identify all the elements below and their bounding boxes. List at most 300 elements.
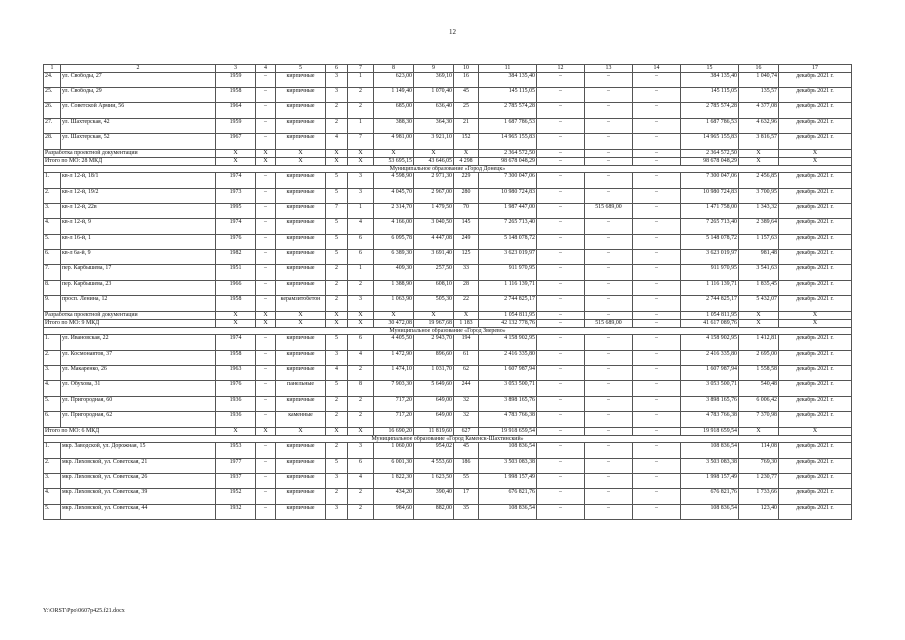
table-cell: 25 [454, 103, 479, 118]
table-cell: 2. [44, 188, 61, 203]
table-cell: 1974 [216, 173, 256, 188]
summary-cell: 2 364 572,50 [681, 149, 739, 157]
table-row [44, 188, 852, 203]
table-cell: 1952 [216, 489, 256, 504]
table-cell: 5 432,07 [739, 296, 779, 311]
table-cell: 896,60 [414, 350, 454, 365]
table-cell: мкр. Лиховской, ул. Советская, 39 [61, 489, 216, 504]
section-header-row [44, 327, 852, 335]
summary-cell: 1 183 [454, 319, 479, 327]
table-cell: 1967 [216, 134, 256, 149]
table-cell: 1 149,40 [374, 87, 414, 102]
table-cell: 2 [348, 87, 374, 102]
municipality-title: Муниципальное образование «Город Донецк» [44, 165, 852, 173]
table-cell: 1 479,50 [414, 203, 454, 218]
table-cell: 5. [44, 504, 61, 519]
summary-cell: X [256, 319, 276, 327]
summary-cell: – [537, 149, 585, 157]
column-number: 11 [479, 65, 537, 73]
table-cell: 4 377,08 [739, 103, 779, 118]
summary-cell: 98 678 048,29 [479, 157, 537, 165]
summary-cell: 4 298 [454, 157, 479, 165]
table-row [44, 87, 852, 102]
table-cell: 135,57 [739, 87, 779, 102]
column-number: 3 [216, 65, 256, 73]
table-cell: 6 [348, 458, 374, 473]
table-cell: 608,10 [414, 280, 454, 295]
summary-cell: 41 617 089,76 [681, 319, 739, 327]
table-cell: – [256, 489, 276, 504]
table-cell: 2 744 825,17 [681, 296, 739, 311]
table-cell: 1 835,45 [739, 280, 779, 295]
table-cell: – [633, 335, 681, 350]
table-cell: 6 389,30 [374, 250, 414, 265]
table-cell: 1974 [216, 335, 256, 350]
table-cell: декабрь 2021 г. [779, 296, 852, 311]
table-cell: ул. Советской Армии, 56 [61, 103, 216, 118]
summary-cell: X [454, 149, 479, 157]
table-cell: 16 [454, 72, 479, 87]
summary-cell: X [739, 427, 779, 435]
table-cell: 3 691,40 [414, 250, 454, 265]
table-cell: декабрь 2021 г. [779, 280, 852, 295]
table-cell: – [256, 87, 276, 102]
table-cell: 4 981,00 [374, 134, 414, 149]
table-cell: 27. [44, 118, 61, 133]
table-cell: – [256, 443, 276, 458]
table-cell: 3 053 500,71 [681, 381, 739, 396]
table-cell: 32 [454, 412, 479, 427]
column-number: 1 [44, 65, 61, 73]
table-cell: 981,48 [739, 250, 779, 265]
table-cell: 7 [326, 203, 348, 218]
table-cell: 5 [326, 335, 348, 350]
table-cell: 1959 [216, 72, 256, 87]
table-cell: ул. Космонавтов, 37 [61, 350, 216, 365]
table-cell: 676 821,76 [479, 489, 537, 504]
table-cell: – [633, 203, 681, 218]
summary-row [44, 319, 852, 327]
table-cell: 2. [44, 350, 61, 365]
table-cell: – [537, 234, 585, 249]
table-cell: – [585, 350, 633, 365]
table-cell: 1937 [216, 473, 256, 488]
table-cell: 1 822,30 [374, 473, 414, 488]
table-cell: 911 970,95 [479, 265, 537, 280]
table-cell: – [585, 443, 633, 458]
summary-cell: X [276, 157, 326, 165]
table-cell: 1 607 987,94 [681, 366, 739, 381]
table-cell: 1995 [216, 203, 256, 218]
table-cell: 5. [44, 396, 61, 411]
table-cell: кирпичные [276, 350, 326, 365]
table-cell: 123,40 [739, 504, 779, 519]
table-cell: 1974 [216, 219, 256, 234]
table-cell: 1 987 447,00 [479, 203, 537, 218]
table-cell: кирпичные [276, 335, 326, 350]
table-cell: кирпичные [276, 280, 326, 295]
table-cell: 1 031,70 [414, 366, 454, 381]
table-cell: 1 070,40 [414, 87, 454, 102]
table-cell: – [537, 396, 585, 411]
table-cell: 3 503 083,38 [681, 458, 739, 473]
table-cell: 4. [44, 219, 61, 234]
table-cell: – [256, 396, 276, 411]
table-cell: мкр. Заводской, ул. Дорожная, 15 [61, 443, 216, 458]
table-cell: 32 [454, 396, 479, 411]
table-cell: 4 [348, 219, 374, 234]
table-cell: 4 [326, 134, 348, 149]
table-cell: – [256, 118, 276, 133]
summary-row [44, 149, 852, 157]
summary-cell: 11 819,60 [414, 427, 454, 435]
table-cell: – [633, 72, 681, 87]
table-cell: – [585, 250, 633, 265]
table-cell: 7 903,30 [374, 381, 414, 396]
column-number: 17 [779, 65, 852, 73]
table-cell: 2 [348, 504, 374, 519]
table-row [44, 250, 852, 265]
table-cell: 1 388,90 [374, 280, 414, 295]
table-row [44, 118, 852, 133]
table-cell: – [537, 473, 585, 488]
table-cell: кирпичные [276, 458, 326, 473]
table-cell: 984,60 [374, 504, 414, 519]
table-cell: – [633, 219, 681, 234]
table-cell: 3 921,10 [414, 134, 454, 149]
table-cell: – [585, 489, 633, 504]
table-cell: – [537, 504, 585, 519]
table-cell: 2 [326, 489, 348, 504]
table-cell: декабрь 2021 г. [779, 219, 852, 234]
table-cell: мкр. Лиховской, ул. Советская, 26 [61, 473, 216, 488]
table-cell: – [585, 72, 633, 87]
table-row [44, 504, 852, 519]
table-cell: 4 598,90 [374, 173, 414, 188]
table-cell: – [585, 280, 633, 295]
table-cell: – [633, 366, 681, 381]
table-cell: – [256, 219, 276, 234]
summary-cell: X [348, 427, 374, 435]
table-cell: 3 [326, 504, 348, 519]
summary-label: Итого по МО: 28 МКД [44, 157, 216, 165]
section-header-row [44, 435, 852, 443]
column-number-row [44, 65, 852, 73]
table-cell: 3 [348, 443, 374, 458]
table-cell: 717,20 [374, 412, 414, 427]
table-cell: декабрь 2021 г. [779, 134, 852, 149]
table-cell: кирпичные [276, 443, 326, 458]
summary-cell: X [326, 427, 348, 435]
table-cell: – [633, 134, 681, 149]
table-cell: 125 [454, 250, 479, 265]
table-cell: керамзитобетон [276, 296, 326, 311]
table-cell: 1. [44, 443, 61, 458]
summary-cell: X [256, 157, 276, 165]
table-cell: – [537, 118, 585, 133]
summary-row [44, 427, 852, 435]
table-cell: 45 [454, 443, 479, 458]
table-cell: 1953 [216, 443, 256, 458]
table-cell: 1. [44, 173, 61, 188]
table-cell: кирпичные [276, 118, 326, 133]
table-cell: декабрь 2021 г. [779, 203, 852, 218]
table-cell: 2 [348, 103, 374, 118]
table-cell: 1936 [216, 412, 256, 427]
table-cell: – [537, 250, 585, 265]
table-row [44, 473, 852, 488]
table-cell: – [633, 443, 681, 458]
table-cell: 3 816,57 [739, 134, 779, 149]
table-cell: 2 314,70 [374, 203, 414, 218]
table-cell: декабрь 2021 г. [779, 473, 852, 488]
summary-cell: 1 054 811,95 [681, 311, 739, 319]
summary-cell: 43 646,05 [414, 157, 454, 165]
table-cell: 4 166,00 [374, 219, 414, 234]
summary-cell: 19 967,68 [414, 319, 454, 327]
table-cell: 1964 [216, 103, 256, 118]
table-cell: 1936 [216, 396, 256, 411]
table-cell: – [585, 335, 633, 350]
column-number: 15 [681, 65, 739, 73]
table-cell: 1 474,10 [374, 366, 414, 381]
summary-cell: X [276, 311, 326, 319]
summary-cell: X [326, 319, 348, 327]
table-cell: 3. [44, 203, 61, 218]
table-cell: – [585, 118, 633, 133]
table-row [44, 234, 852, 249]
table-cell: декабрь 2021 г. [779, 250, 852, 265]
table-row [44, 103, 852, 118]
table-cell: 649,00 [414, 412, 454, 427]
table-cell: 5 [326, 219, 348, 234]
table-cell: 1 230,77 [739, 473, 779, 488]
table-cell: кирпичные [276, 366, 326, 381]
table-cell: – [537, 103, 585, 118]
table-cell: – [537, 443, 585, 458]
summary-cell: 42 132 778,76 [479, 319, 537, 327]
table-cell: – [537, 173, 585, 188]
table-cell: 6. [44, 412, 61, 427]
table-cell: декабрь 2021 г. [779, 87, 852, 102]
table-cell: 45 [454, 87, 479, 102]
table-cell: – [537, 350, 585, 365]
table-cell: – [256, 103, 276, 118]
table-cell: 1 471 758,00 [681, 203, 739, 218]
table-cell: – [537, 87, 585, 102]
table-cell: 2 943,70 [414, 335, 454, 350]
table-cell: 3. [44, 366, 61, 381]
table-cell: 152 [454, 134, 479, 149]
table-cell: 1977 [216, 458, 256, 473]
table-cell: 5 [326, 381, 348, 396]
table-cell: ул. Пригородная, 60 [61, 396, 216, 411]
table-cell: 108 836,54 [479, 504, 537, 519]
table-cell: – [256, 412, 276, 427]
table-cell: 1 733,66 [739, 489, 779, 504]
table-cell: декабрь 2021 г. [779, 335, 852, 350]
table-cell: 1958 [216, 87, 256, 102]
table-cell: 5 [326, 234, 348, 249]
summary-cell: X [256, 311, 276, 319]
table-cell: 1963 [216, 366, 256, 381]
table-cell: 1958 [216, 296, 256, 311]
table-cell: – [585, 103, 633, 118]
table-cell: 5 [326, 458, 348, 473]
table-row [44, 366, 852, 381]
table-cell: 2 [348, 396, 374, 411]
summary-cell: X [739, 157, 779, 165]
table-cell: 390,40 [414, 489, 454, 504]
table-cell: 5 [326, 173, 348, 188]
summary-cell: X [374, 149, 414, 157]
table-cell: декабрь 2021 г. [779, 412, 852, 427]
table-cell: декабрь 2021 г. [779, 118, 852, 133]
summary-cell: X [739, 149, 779, 157]
table-cell: – [633, 504, 681, 519]
table-cell: кирпичные [276, 265, 326, 280]
table-cell: 2 [326, 296, 348, 311]
table-cell: 1 343,32 [739, 203, 779, 218]
table-cell: кв-л 12-й, 9 [61, 219, 216, 234]
table-cell: каменные [276, 412, 326, 427]
table-cell: 2 695,00 [739, 350, 779, 365]
table-row [44, 335, 852, 350]
summary-cell: X [454, 311, 479, 319]
table-cell: – [256, 335, 276, 350]
table-cell: 1 623,50 [414, 473, 454, 488]
summary-cell: 16 690,20 [374, 427, 414, 435]
table-cell: 364,30 [414, 118, 454, 133]
page-number: 12 [449, 28, 456, 36]
summary-cell: X [739, 311, 779, 319]
summary-cell: X [216, 157, 256, 165]
table-row [44, 296, 852, 311]
column-number: 9 [414, 65, 454, 73]
table-cell: – [256, 458, 276, 473]
table-cell: 2 785 574,28 [479, 103, 537, 118]
table-cell: – [633, 489, 681, 504]
table-cell: – [537, 412, 585, 427]
table-cell: 22 [454, 296, 479, 311]
table-cell: – [585, 188, 633, 203]
table-cell: кирпичные [276, 188, 326, 203]
table-cell: 1 412,81 [739, 335, 779, 350]
table-cell: 7 370,98 [739, 412, 779, 427]
summary-cell: X [348, 157, 374, 165]
table-cell: ул. Шахтерская, 42 [61, 118, 216, 133]
table-cell: – [256, 504, 276, 519]
table-cell: – [256, 280, 276, 295]
table-cell: 2 [348, 366, 374, 381]
table-cell: декабрь 2021 г. [779, 458, 852, 473]
table-cell: 409,30 [374, 265, 414, 280]
table-cell: ул. Свободы, 27 [61, 72, 216, 87]
table-cell: декабрь 2021 г. [779, 396, 852, 411]
table-cell: 7 300 047,06 [479, 173, 537, 188]
table-cell: 25. [44, 87, 61, 102]
table-cell: 21 [454, 118, 479, 133]
table-cell: 6 001,30 [374, 458, 414, 473]
table-cell: – [633, 265, 681, 280]
table-cell: 8 [348, 381, 374, 396]
table-cell: – [537, 188, 585, 203]
table-cell: 2 456,85 [739, 173, 779, 188]
housing-repair-table [43, 64, 852, 520]
table-cell: – [585, 396, 633, 411]
table-cell: 4 [326, 366, 348, 381]
table-cell: 145 [454, 219, 479, 234]
table-cell: кирпичные [276, 473, 326, 488]
summary-cell: 627 [454, 427, 479, 435]
table-cell: 6 095,78 [374, 234, 414, 249]
table-cell: 35 [454, 504, 479, 519]
summary-cell: – [633, 149, 681, 157]
summary-cell: X [374, 311, 414, 319]
summary-cell: – [537, 427, 585, 435]
table-cell: 1 607 987,94 [479, 366, 537, 381]
table-cell: ул. Макаренко, 26 [61, 366, 216, 381]
table-cell: 1 [348, 72, 374, 87]
table-cell: 55 [454, 473, 479, 488]
table-cell: – [585, 234, 633, 249]
table-cell: 2 [348, 489, 374, 504]
table-cell: декабрь 2021 г. [779, 366, 852, 381]
table-cell: 108 836,54 [681, 443, 739, 458]
table-cell: 1 558,58 [739, 366, 779, 381]
table-cell: 3 898 165,76 [479, 396, 537, 411]
column-number: 13 [585, 65, 633, 73]
table-cell: кв-л 16-й, 1 [61, 234, 216, 249]
table-cell: 4 632,96 [739, 118, 779, 133]
table-cell: – [585, 173, 633, 188]
table-cell: кирпичные [276, 103, 326, 118]
column-number: 10 [454, 65, 479, 73]
table-cell: – [537, 134, 585, 149]
table-cell: – [633, 396, 681, 411]
table-cell: 4 [348, 473, 374, 488]
summary-cell: – [633, 427, 681, 435]
table-cell: – [585, 134, 633, 149]
table-cell: 4 045,70 [374, 188, 414, 203]
table-cell: кирпичные [276, 173, 326, 188]
table-cell: – [256, 381, 276, 396]
table-cell: 1 687 786,53 [681, 118, 739, 133]
table-cell: 1 998 157,49 [681, 473, 739, 488]
table-cell: 1966 [216, 280, 256, 295]
table-cell: 2 [326, 396, 348, 411]
table-cell: 1 687 786,53 [479, 118, 537, 133]
table-cell: – [256, 134, 276, 149]
table-cell: 623,00 [374, 72, 414, 87]
table-cell: – [585, 265, 633, 280]
table-cell: 1 063,90 [374, 296, 414, 311]
table-cell: 1 116 139,71 [479, 280, 537, 295]
table-cell: 4 [348, 350, 374, 365]
table-cell: 249 [454, 234, 479, 249]
table-cell: – [633, 234, 681, 249]
table-cell: – [537, 296, 585, 311]
table-cell: 14 965 155,83 [479, 134, 537, 149]
table-cell: 1958 [216, 350, 256, 365]
table-cell: – [633, 118, 681, 133]
table-cell: 2 [326, 103, 348, 118]
table-cell: 1932 [216, 504, 256, 519]
table-cell: 882,00 [414, 504, 454, 519]
table-cell: ул. Пригородная, 62 [61, 412, 216, 427]
table-cell: декабрь 2021 г. [779, 188, 852, 203]
table-cell: – [256, 296, 276, 311]
